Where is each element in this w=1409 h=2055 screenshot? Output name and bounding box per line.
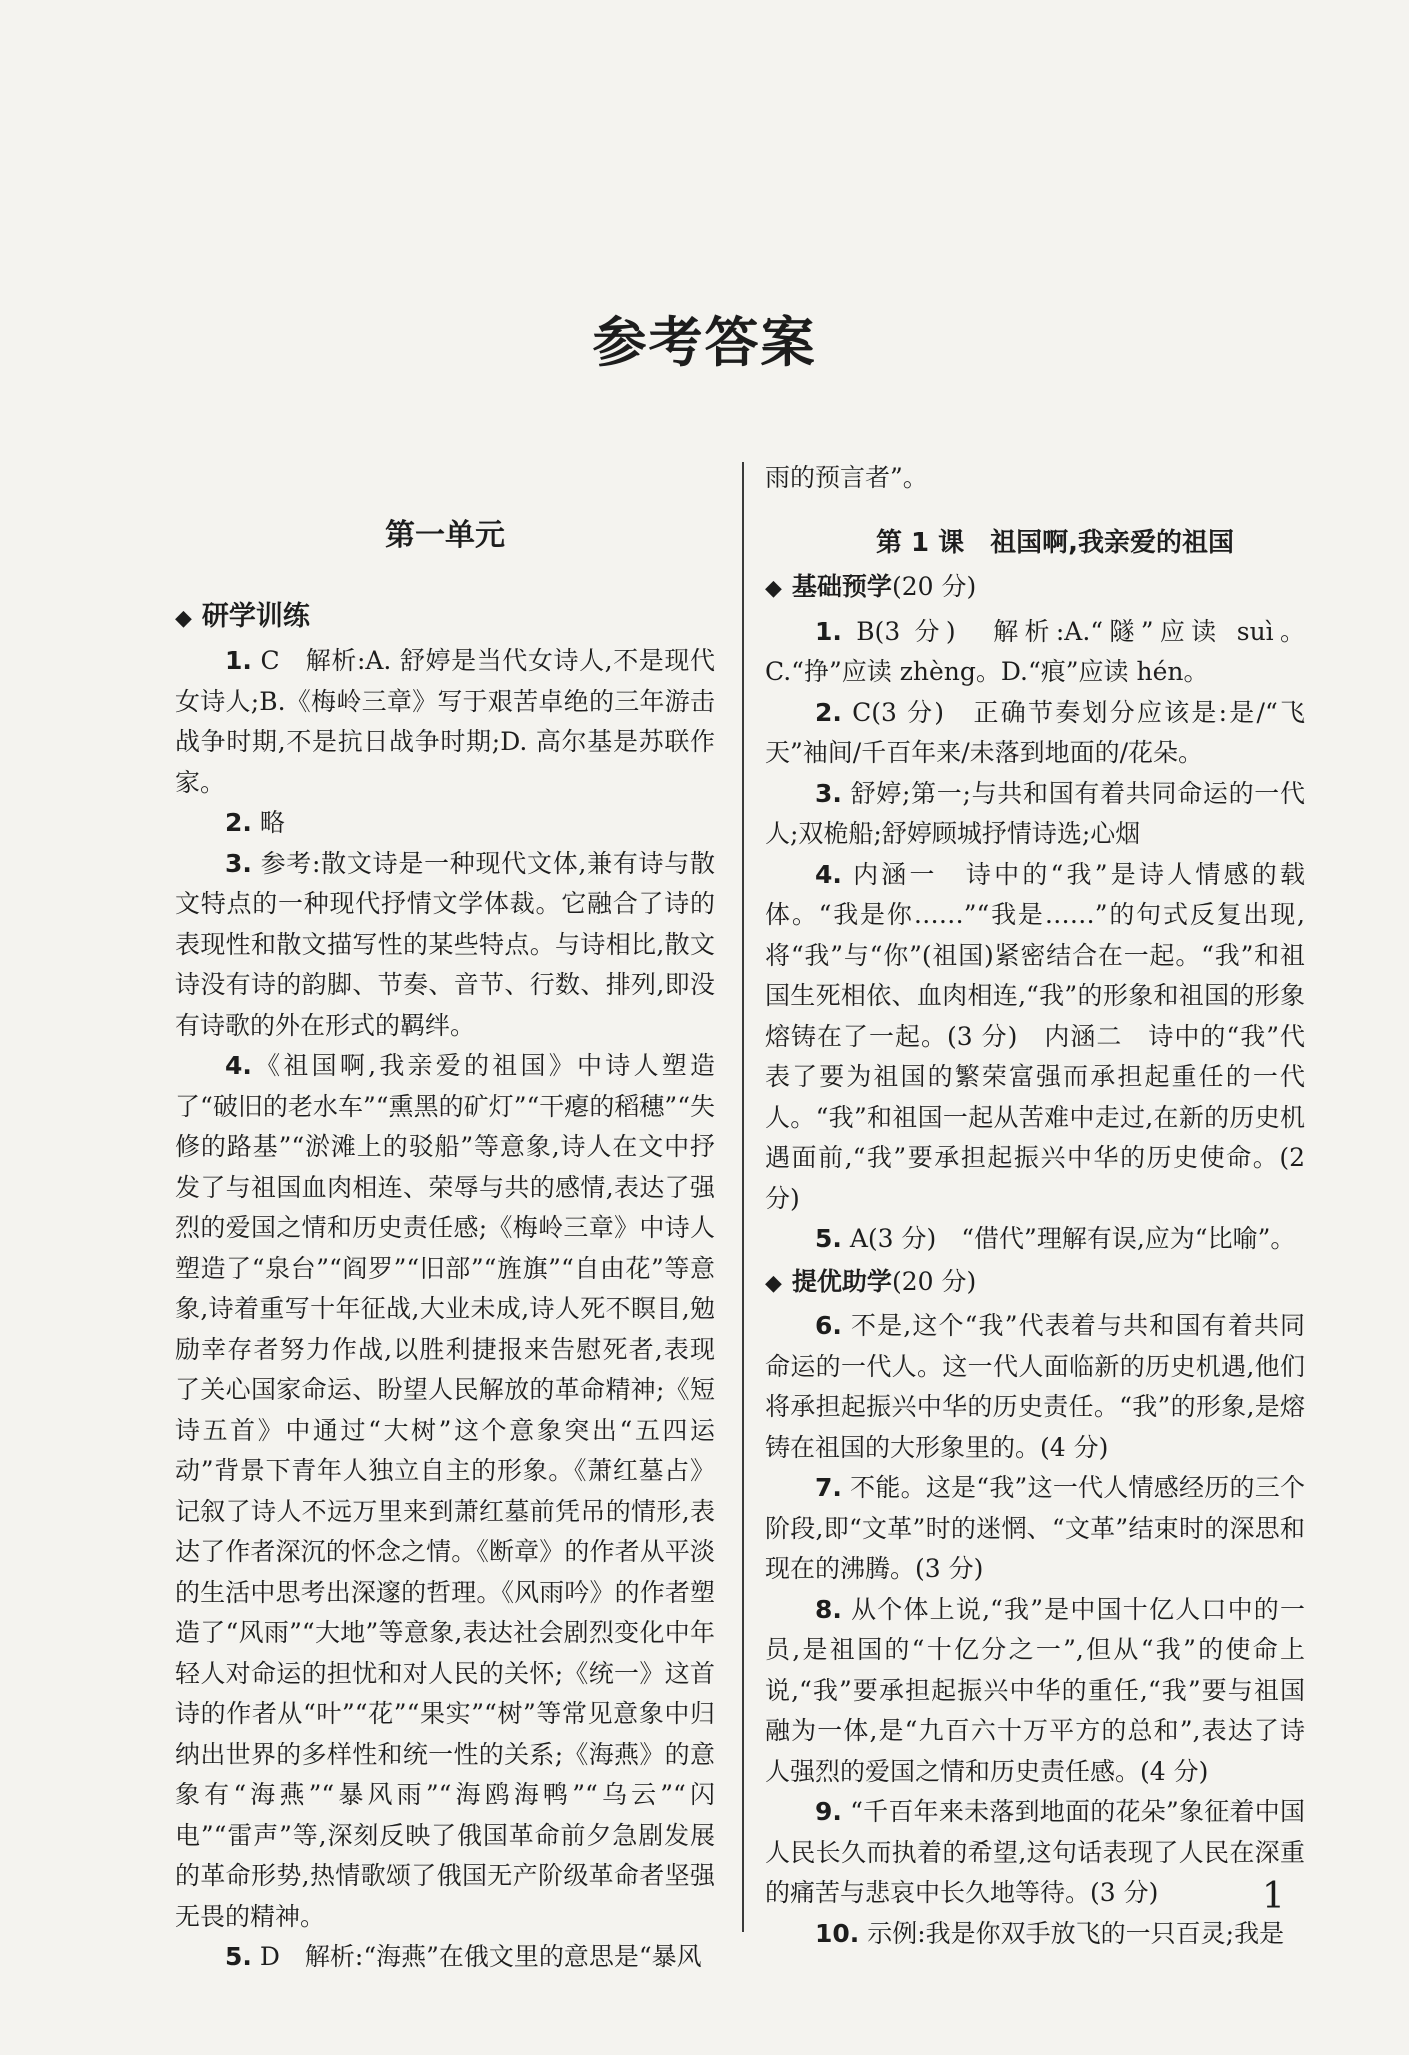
answer-number: 5. xyxy=(815,1224,842,1253)
answer-number: 2. xyxy=(225,808,252,837)
answer-text: 不是,这个“我”代表着与共和国有着共同命运的一代人。这一代人面临新的历史机遇,他们将承担起振兴中华的历史责任。“我”的形象,是熔铸在祖国的大形象里的。(4 分) xyxy=(765,1311,1305,1462)
answer-item xyxy=(765,612,1305,693)
continuation-text: 雨的预言者”。 xyxy=(765,463,928,492)
answer-number: 1. xyxy=(815,616,842,646)
answer-item xyxy=(175,803,715,844)
section-title: 基础预学 xyxy=(791,572,892,601)
answer-text: 舒婷;第一;与共和国有着共同命运的一代人;双桅船;舒婷顾城抒情诗选;心烟 xyxy=(765,778,1305,848)
answer-item xyxy=(765,693,1305,774)
answer-item xyxy=(765,1590,1305,1793)
answer-number: 3. xyxy=(815,778,842,808)
answer-number: 7. xyxy=(815,1473,842,1502)
answer-number: 5. xyxy=(225,1942,252,1971)
answer-item xyxy=(765,855,1305,1220)
answer-item xyxy=(175,641,715,803)
section-title: 研学训练 xyxy=(201,600,310,632)
answer-text: 示例:我是你双手放飞的一只百灵;我是 xyxy=(867,1918,1285,1948)
left-column xyxy=(175,460,715,1978)
answer-number: 6. xyxy=(815,1311,842,1340)
page-title: 参考答案 xyxy=(592,311,817,374)
section-heading-jichu xyxy=(765,567,1305,610)
section-score: (20 分) xyxy=(891,1266,977,1296)
answer-text: 不能。这是“我”这一代人情感经历的三个阶段,即“文革”时的迷惘、“文革”结束时的深思和现在的沸腾。(3 分) xyxy=(765,1473,1305,1583)
lesson-heading: 第 1 课 祖国啊,我亲爱的祖国 xyxy=(875,527,1235,558)
answer-number: 3. xyxy=(225,848,252,878)
answer-item xyxy=(175,1046,715,1937)
answer-item xyxy=(765,1306,1305,1468)
answer-number: 9. xyxy=(815,1797,842,1826)
right-column xyxy=(765,458,1305,1954)
answer-text: B(3 分) 解析:A.“隧”应读 suì。C.“挣”应读 zhèng。D.“痕”应读 hén。 xyxy=(765,616,1305,686)
answer-item xyxy=(765,1914,1305,1955)
answer-number: 4. xyxy=(225,1051,252,1080)
answer-text: “千百年来未落到地面的花朵”象征着中国人民长久而执着的希望,这句话表现了人民在深重的痛苦与悲哀中长久地等待。(3 分) xyxy=(765,1797,1305,1907)
answer-item xyxy=(765,1219,1305,1260)
column-divider xyxy=(742,462,744,1932)
answer-item xyxy=(765,774,1305,855)
answer-text: 略 xyxy=(259,808,285,837)
section-title: 提优助学 xyxy=(791,1266,892,1296)
answer-text: C(3 分) 正确节奏划分应该是:是/“飞天”袖间/千百年来/未落到地面的/花朵。 xyxy=(765,697,1305,767)
section-heading-tiyou xyxy=(765,1262,1305,1305)
section-score: (20 分) xyxy=(891,572,977,601)
answer-text: 从个体上说,“我”是中国十亿人口中的一员,是祖国的“十亿分之一”,但从“我”的使命上说,“我”要承担起振兴中华的重任,“我”要与祖国融为一体,是“九百六十万平方的总和”,表达了诗人强烈的爱国之情和历史责任感。(4 分) xyxy=(765,1594,1305,1786)
answer-text: 《祖国啊,我亲爱的祖国》中诗人塑造了“破旧的老水车”“熏黑的矿灯”“干瘪的稻穗”“失修的路基”“淤滩上的驳船”等意象,诗人在文中抒发了与祖国血肉相连、荣辱与共的感情,表达了强烈的爱国之情和历史责任感;《梅岭三章》中诗人塑造了“泉台”“阎罗”“旧部”“旌旗”“自由花”等意象,诗着重写十年征战,大业未成,诗人死不瞑目,勉励幸存者努力作战,以胜利捷报来告慰死者,表现了关心国家命运、盼望人民解放的革命精神;《短诗五首》中通过“大树”这个意象突出“五四运动”背景下青年人独立自主的形象。《萧红墓占》记叙了诗人不远万里来到萧红墓前凭吊的情形,表达了作者深沉的怀念之情。《断章》的作者从平淡的生活中思考出深邃的哲理。《风雨吟》的作者塑造了“风雨”“大地”等意象,表达社会剧烈变化中年轻人对命运的担忧和对人民的关怀;《统一》这首诗的作者从“叶”“花”“果实”“树”等常见意象中归纳出世界的多样性和统一性的关系;《海燕》的意象有“海燕”“暴风雨”“海鸥海鸭”“乌云”“闪电”“雷声”等,深刻反映了俄国革命前夕急剧发展的革命形势,热情歌颂了俄国无产阶级革命者坚强无畏的精神。 xyxy=(175,1051,715,1931)
answer-text: A(3 分) “借代”理解有误,应为“比喻”。 xyxy=(849,1224,1296,1253)
answer-item xyxy=(175,844,715,1047)
answer-number: 2. xyxy=(815,697,842,727)
answer-number: 10. xyxy=(815,1918,860,1948)
answer-text: C 解析:A. 舒婷是当代女诗人,不是现代女诗人;B.《梅岭三章》写于艰苦卓绝的三年游击战争时期,不是抗日战争时期;D. 高尔基是苏联作家。 xyxy=(175,646,715,797)
answer-text: 参考:散文诗是一种现代文体,兼有诗与散文特点的一种现代抒情文学体裁。它融合了诗的表现性和散文描写性的某些特点。与诗相比,散文诗没有诗的韵脚、节奏、音节、行数、排列,即没有诗歌的外在形式的羁绊。 xyxy=(175,848,715,1040)
answer-number: 1. xyxy=(225,646,252,675)
diamond-bullet-icon: ◆ xyxy=(175,605,192,631)
answer-item xyxy=(765,1468,1305,1590)
page-number: 1 xyxy=(1262,1876,1285,1917)
answer-text: 内涵一 诗中的“我”是诗人情感的载体。“我是你……”“我是……”的句式反复出现,将“我”与“你”(祖国)紧密结合在一起。“我”和祖国生死相依、血肉相连,“我”的形象和祖国的形象熔铸在了一起。(3 分) 内涵二 诗中的“我”代表了要为祖国的繁荣富强而承担起重任的一代人。“我”和祖国一起从苦难中走过,在新的历史机遇面前,“我”要承担起振兴中华的历史使命。(2 分) xyxy=(765,859,1305,1213)
answer-item xyxy=(175,1937,715,1978)
diamond-bullet-icon: ◆ xyxy=(765,576,782,601)
answer-number: 8. xyxy=(815,1594,842,1624)
answer-item xyxy=(765,1792,1305,1914)
answer-number: 4. xyxy=(815,859,842,889)
unit-heading: 第一单元 xyxy=(385,518,505,553)
diamond-bullet-icon: ◆ xyxy=(765,1270,782,1296)
answer-text: D 解析:“海燕”在俄文里的意思是“暴风 xyxy=(259,1942,702,1971)
section-heading-yanxue xyxy=(175,597,715,640)
